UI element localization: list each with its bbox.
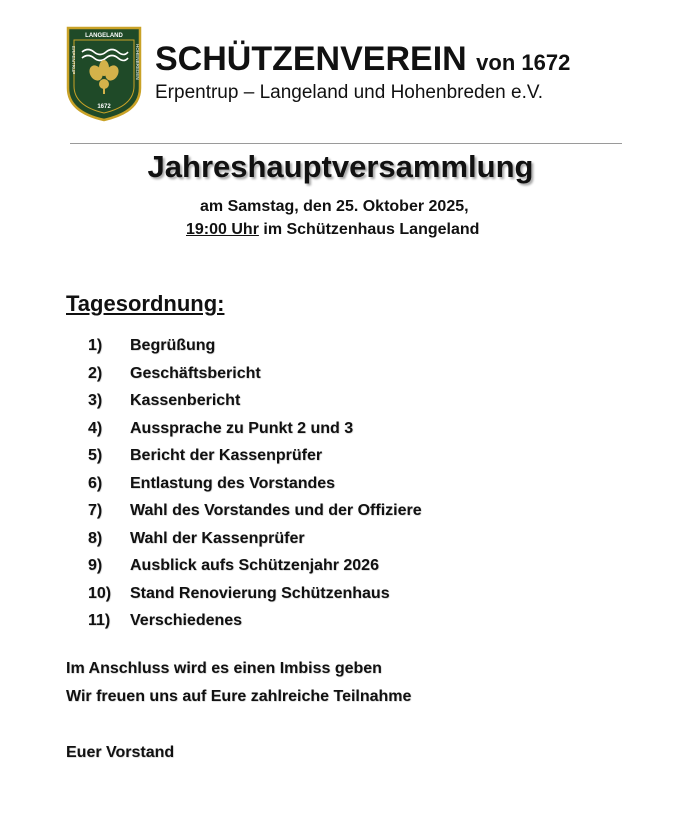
agenda-item-text: Verschiedenes — [130, 612, 243, 629]
closing-snack-note: Im Anschluss wird es einen Imbiss geben — [66, 660, 382, 677]
event-date: am Samstag, den 25. Oktober 2025, — [200, 198, 469, 215]
agenda-item — [88, 335, 422, 363]
agenda-item-text: Begrüßung — [130, 337, 216, 354]
agenda-item — [88, 445, 422, 473]
club-name-text: SCHÜTZENVEREIN — [155, 40, 467, 78]
agenda-item-number: 5) — [88, 447, 103, 464]
event-title: Jahreshauptversammlung — [147, 149, 534, 184]
agenda-item-text: Ausblick aufs Schützenjahr 2026 — [130, 557, 379, 574]
club-founding-year: von 1672 — [476, 50, 571, 75]
crest-left-text: ERPENTRUP — [71, 46, 76, 75]
crest-right-text: HOHENBREDEN — [135, 44, 140, 80]
agenda-item — [88, 418, 422, 446]
agenda-item-number: 9) — [88, 557, 103, 574]
agenda-item-number: 1) — [88, 337, 103, 354]
crest-top-text: LANGELAND — [85, 33, 123, 39]
agenda-item-number: 4) — [88, 419, 103, 437]
agenda-item — [88, 555, 422, 583]
agenda-item-text: Bericht der Kassenprüfer — [130, 447, 323, 464]
agenda-item — [88, 610, 422, 638]
agenda-item-text: Wahl der Kassenprüfer — [130, 529, 305, 547]
agenda-item-number: 8) — [88, 529, 103, 547]
agenda-item — [88, 363, 422, 391]
club-name — [155, 40, 570, 82]
agenda-list — [88, 335, 422, 638]
agenda-item-text: Kassenbericht — [130, 392, 241, 409]
header-divider — [70, 143, 622, 144]
club-crest-logo — [66, 26, 142, 122]
agenda-item-text: Stand Renovierung Schützenhaus — [130, 584, 390, 602]
signature: Euer Vorstand — [66, 744, 175, 761]
crest-year-text: 1672 — [97, 104, 111, 110]
agenda-item-number: 6) — [88, 474, 103, 492]
agenda-item-text: Wahl des Vorstandes und der Offiziere — [130, 502, 422, 519]
agenda-item-text: Aussprache zu Punkt 2 und 3 — [130, 419, 354, 437]
agenda-item-number: 2) — [88, 364, 103, 382]
agenda-item — [88, 528, 422, 556]
agenda-item-number: 7) — [88, 502, 103, 519]
agenda-item-text: Geschäftsbericht — [130, 364, 261, 382]
agenda-item — [88, 500, 422, 528]
agenda-item — [88, 473, 422, 501]
event-time-location — [186, 221, 479, 239]
agenda-item — [88, 583, 422, 611]
event-location: im Schützenhaus Langeland — [258, 221, 480, 238]
club-subtitle: Erpentrup – Langeland und Hohenbreden e.V. — [155, 82, 544, 103]
agenda-item-number: 10) — [88, 584, 112, 602]
agenda-item-number: 11) — [88, 612, 111, 629]
agenda-item-number: 3) — [88, 392, 103, 409]
agenda-heading: Tagesordnung: — [66, 291, 225, 316]
agenda-item-text: Entlastung des Vorstandes — [130, 474, 336, 492]
event-time: 19:00 Uhr — [186, 221, 259, 238]
closing-participation-note: Wir freuen uns auf Eure zahlreiche Teilnahme — [66, 688, 412, 705]
agenda-item — [88, 390, 422, 418]
